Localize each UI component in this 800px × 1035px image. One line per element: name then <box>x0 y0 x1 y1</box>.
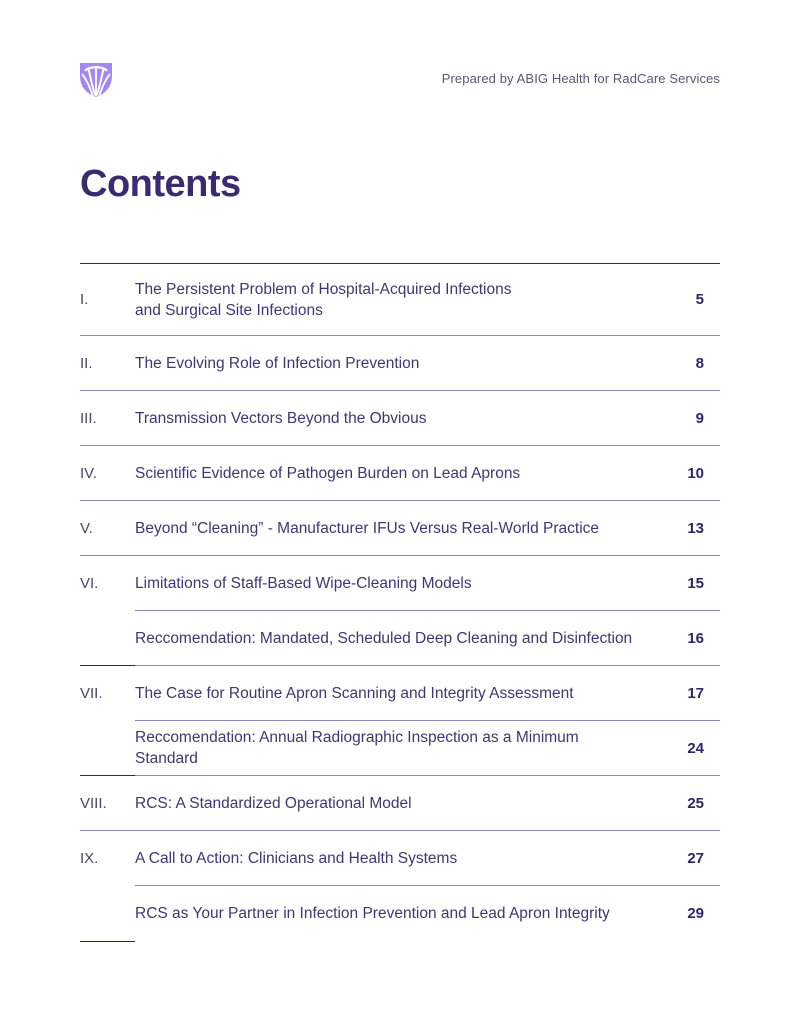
toc-number: VIII. <box>80 794 107 812</box>
toc-title: RCS: A Standardized Operational Model <box>135 794 412 812</box>
toc-entry-1[interactable] <box>80 264 720 336</box>
toc-number: III. <box>80 409 97 427</box>
toc-page-number: 27 <box>687 850 704 867</box>
toc-subentry-6a[interactable] <box>80 611 720 666</box>
toc-page-number: 15 <box>687 575 704 592</box>
toc-page-number: 17 <box>687 685 704 702</box>
toc-title: Scientific Evidence of Pathogen Burden on Lead Aprons <box>135 464 521 482</box>
toc-entry-2[interactable] <box>80 336 720 391</box>
toc-title: Limitations of Staff-Based Wipe-Cleaning Models <box>135 575 472 592</box>
toc-entry-9[interactable] <box>80 831 720 886</box>
toc-page-number: 10 <box>687 464 704 482</box>
toc-title: A Call to Action: Clinicians and Health Systems <box>135 850 458 867</box>
toc-page-number: 8 <box>695 354 704 372</box>
toc-subentry-9a[interactable] <box>80 886 720 941</box>
toc-page-number: 5 <box>695 291 704 308</box>
toc-subentry-7a[interactable] <box>80 721 720 776</box>
shield-logo-icon <box>79 62 113 98</box>
toc-title: Reccomendation: Mandated, Scheduled Deep Cleaning and Disinfection <box>135 629 633 647</box>
toc-title: Transmission Vectors Beyond the Obvious <box>135 409 427 427</box>
toc-number: IX. <box>80 850 99 867</box>
toc-entry-6[interactable] <box>80 556 720 611</box>
toc-number: II. <box>80 354 93 372</box>
toc-page-number: 29 <box>687 905 704 922</box>
toc-number: IV. <box>80 464 97 482</box>
toc-entry-5[interactable] <box>80 501 720 556</box>
toc-number: I. <box>80 291 89 308</box>
toc-title: Reccomendation: Annual Radiographic Inspection as a Minimum Standard <box>135 729 579 767</box>
toc-number: VI. <box>80 575 99 592</box>
toc-title: Beyond “Cleaning” - Manufacturer IFUs Versus Real-World Practice <box>135 519 600 537</box>
toc-page-number: 25 <box>687 794 704 812</box>
toc-title: The Evolving Role of Infection Prevention <box>135 354 420 372</box>
table-of-contents <box>80 263 720 941</box>
toc-page-number: 24 <box>687 739 704 757</box>
toc-entry-4[interactable] <box>80 446 720 501</box>
toc-title: RCS as Your Partner in Infection Prevention and Lead Apron Integrity <box>135 905 610 922</box>
toc-entry-3[interactable] <box>80 391 720 446</box>
toc-page-number: 16 <box>687 629 704 647</box>
toc-number: V. <box>80 519 93 537</box>
toc-entry-8[interactable] <box>80 776 720 831</box>
toc-title: The Case for Routine Apron Scanning and Integrity Assessment <box>135 685 574 702</box>
toc-entry-7[interactable] <box>80 666 720 721</box>
toc-page-number: 13 <box>687 519 704 537</box>
toc-number: VII. <box>80 685 103 702</box>
page-title: Contents <box>80 163 241 205</box>
toc-title: The Persistent Problem of Hospital-Acquired Infections and Surgical Site Infections <box>135 280 512 319</box>
toc-page-number: 9 <box>695 409 704 427</box>
prepared-by-text: Prepared by ABIG Health for RadCare Services <box>441 71 720 86</box>
